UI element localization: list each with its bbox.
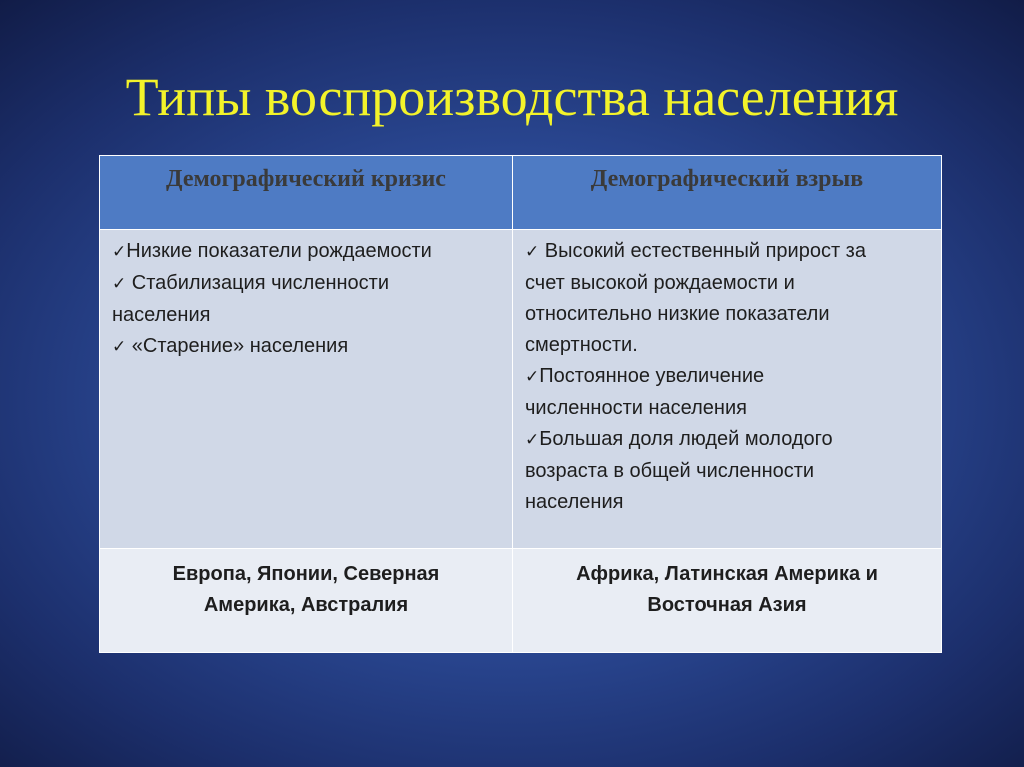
checklist-line: относительно низкие показатели [525,303,830,325]
checklist-line: численности населения [525,397,747,419]
header-demographic-explosion: Демографический взрыв [513,156,942,230]
check-icon: ✓ [112,274,127,294]
explosion-characteristics-cell [513,230,942,549]
crisis-regions-line: Европа, Японии, Северная [172,563,440,585]
checklist-line: ✓Большая доля людей молодого [525,428,833,450]
checklist-line: ✓ «Старение» населения [112,335,349,357]
slide-title: Типы воспроизводства населения [125,67,899,127]
checklist-item [112,268,502,331]
checklist-line: счет высокой рождаемости и [525,272,795,294]
explosion-regions-line: Восточная Азия [647,594,807,616]
crisis-characteristics-list [112,236,502,363]
checklist-line: населения [112,304,211,326]
checklist-line: населения [525,491,624,513]
checklist-line: возраста в общей численности [525,460,815,482]
check-icon: ✓ [112,242,127,262]
explosion-regions-cell [513,549,942,653]
comparison-table [99,155,942,653]
table-regions-row [100,549,942,653]
checklist-line: ✓ Высокий естественный прирост за [525,240,866,262]
checklist-line: ✓ Стабилизация численности [112,272,390,294]
checklist-line: ✓Постоянное увеличение [525,365,765,387]
checklist-item [525,424,931,518]
crisis-characteristics-cell [100,230,513,549]
explosion-characteristics-list [525,236,931,518]
explosion-regions-line: Африка, Латинская Америка и [576,563,878,585]
checklist-item [112,331,502,363]
checklist-line: ✓Низкие показатели рождаемости [112,240,432,262]
check-icon: ✓ [525,430,540,450]
check-icon: ✓ [112,337,127,357]
crisis-regions-line: Америка, Австралия [203,594,409,616]
checklist-item [525,361,931,424]
checklist-line: смертности. [525,334,638,356]
check-icon: ✓ [525,367,540,387]
table-header-row [100,156,942,230]
checklist-item [112,236,502,268]
crisis-regions-cell [100,549,513,653]
checklist-item [525,236,931,361]
table-characteristics-row [100,230,942,549]
check-icon: ✓ [525,242,540,262]
header-demographic-crisis: Демографический кризис [100,156,513,230]
